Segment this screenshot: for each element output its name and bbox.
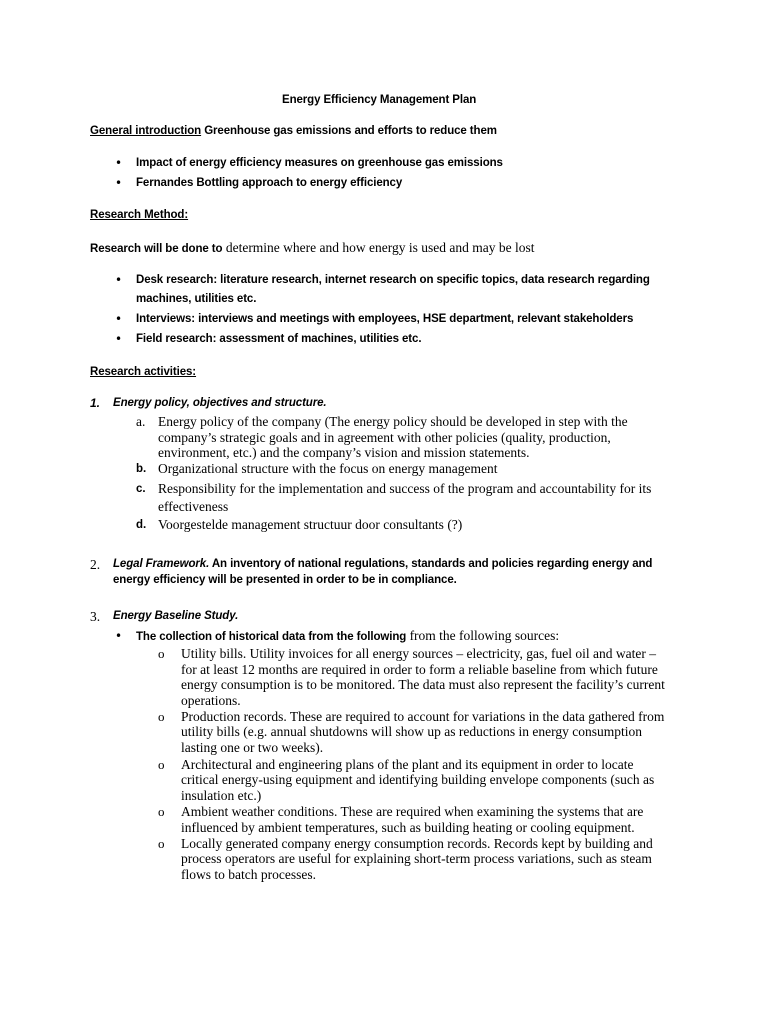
method-bullet-2: Interviews: interviews and meetings with employees, HSE department, relevant stakeholders	[136, 313, 634, 325]
method-lead	[90, 239, 535, 259]
intro-bullet-1: Impact of energy efficiency measures on greenhouse gas emissions	[136, 157, 503, 169]
source1-line-2: for at least 12 months are required in order to form a reliable baseline from which future	[181, 662, 658, 677]
item1-number: 1.	[90, 396, 101, 410]
item3-number: 3.	[90, 609, 101, 624]
item1d-line-1: Voorgestelde management structuur door consultants (?)	[158, 517, 463, 532]
page-title: Energy Efficiency Management Plan	[282, 94, 477, 106]
item1c-label: c.	[136, 483, 146, 495]
source5-line-3: flows to batch processes.	[181, 867, 316, 882]
intro-text: Greenhouse gas emissions and efforts to reduce them	[201, 125, 497, 137]
bullet-icon: •	[115, 312, 123, 326]
source2-line-3: lasting one or two weeks).	[181, 740, 324, 755]
item2-number: 2.	[90, 557, 101, 572]
bullet-icon: •	[115, 176, 123, 190]
item1a-line-3: environment, etc.) and the company’s vision and mission statements.	[158, 445, 530, 460]
source3-line-1: Architectural and engineering plans of the plant and its equipment in order to locate	[181, 757, 634, 772]
item2-text-1: An inventory of national regulations, standards and policies regarding energy and	[209, 558, 653, 570]
item1a-label: a.	[136, 414, 146, 429]
method-bullet-1-cont: machines, utilities etc.	[136, 293, 257, 305]
source5-line-2: process operators are useful for explaining short-term process variations, such as steam	[181, 851, 652, 866]
item3-title: Energy Baseline Study.	[113, 610, 239, 622]
item1a-line-1: Energy policy of the company (The energy policy should be developed in step with the	[158, 414, 628, 429]
item1b-label: b.	[136, 463, 147, 475]
item1a-line-2: company’s strategic goals and in agreement with other policies (quality, production,	[158, 430, 611, 445]
source1-line-4: operations.	[181, 693, 241, 708]
method-bullet-1: Desk research: literature research, internet research on specific topics, data research regarding	[136, 274, 650, 286]
method-heading: Research Method:	[90, 209, 189, 221]
source4-line-2: influenced by ambient temperatures, such as building heating or cooling equipment.	[181, 820, 635, 835]
circle-bullet-icon: o	[158, 757, 165, 772]
source3-line-2: critical energy-using equipment and identifying building envelope components (such as	[181, 772, 655, 787]
method-lead-bold: Research will be done to	[90, 243, 223, 255]
source1-line-1: Utility bills. Utility invoices for all energy sources – electricity, gas, fuel oil and water –	[181, 646, 657, 661]
item1b-line-1: Organizational structure with the focus on energy management	[158, 461, 498, 476]
circle-bullet-icon: o	[158, 836, 165, 851]
bullet-icon: •	[115, 332, 123, 346]
intro-bullet-2: Fernandes Bottling approach to energy efficiency	[136, 177, 403, 189]
item2-line-2: energy efficiency will be presented in order to be in compliance.	[113, 574, 457, 586]
item1-title: Energy policy, objectives and structure.	[113, 397, 327, 409]
circle-bullet-icon: o	[158, 804, 165, 819]
item3-bullet	[136, 627, 559, 647]
source2-line-2: utility bills (e.g. annual shutdowns will show up as reductions in energy consumption	[181, 724, 642, 739]
item3-bullet-bold: The collection of historical data from the following	[136, 631, 407, 643]
source1-line-3: energy consumption is to be monitored. The data must also represent the facility’s current	[181, 677, 665, 692]
bullet-icon: •	[115, 273, 123, 287]
intro-line	[90, 122, 497, 141]
source2-line-1: Production records. These are required to account for variations in the data gathered from	[181, 709, 665, 724]
bullet-icon: •	[115, 156, 123, 170]
method-lead-text: determine where and how energy is used and may be lost	[222, 240, 535, 255]
circle-bullet-icon: o	[158, 646, 165, 661]
source4-line-1: Ambient weather conditions. These are required when examining the systems that are	[181, 804, 644, 819]
method-bullet-3: Field research: assessment of machines, utilities etc.	[136, 333, 422, 345]
item2-title: Legal Framework.	[113, 558, 210, 570]
circle-bullet-icon: o	[158, 709, 165, 724]
item3-bullet-text: from the following sources:	[406, 628, 560, 643]
source3-line-3: insulation etc.)	[181, 788, 262, 803]
intro-heading: General introduction	[90, 125, 202, 137]
source5-line-1: Locally generated company energy consumption records. Records kept by building and	[181, 836, 653, 851]
item1d-label: d.	[136, 519, 147, 531]
bullet-icon: •	[115, 629, 123, 643]
item1c-line-1: Responsibility for the implementation and success of the program and accountability for its	[158, 481, 652, 496]
activities-heading: Research activities:	[90, 366, 197, 378]
item1c-line-2: effectiveness	[158, 499, 229, 514]
